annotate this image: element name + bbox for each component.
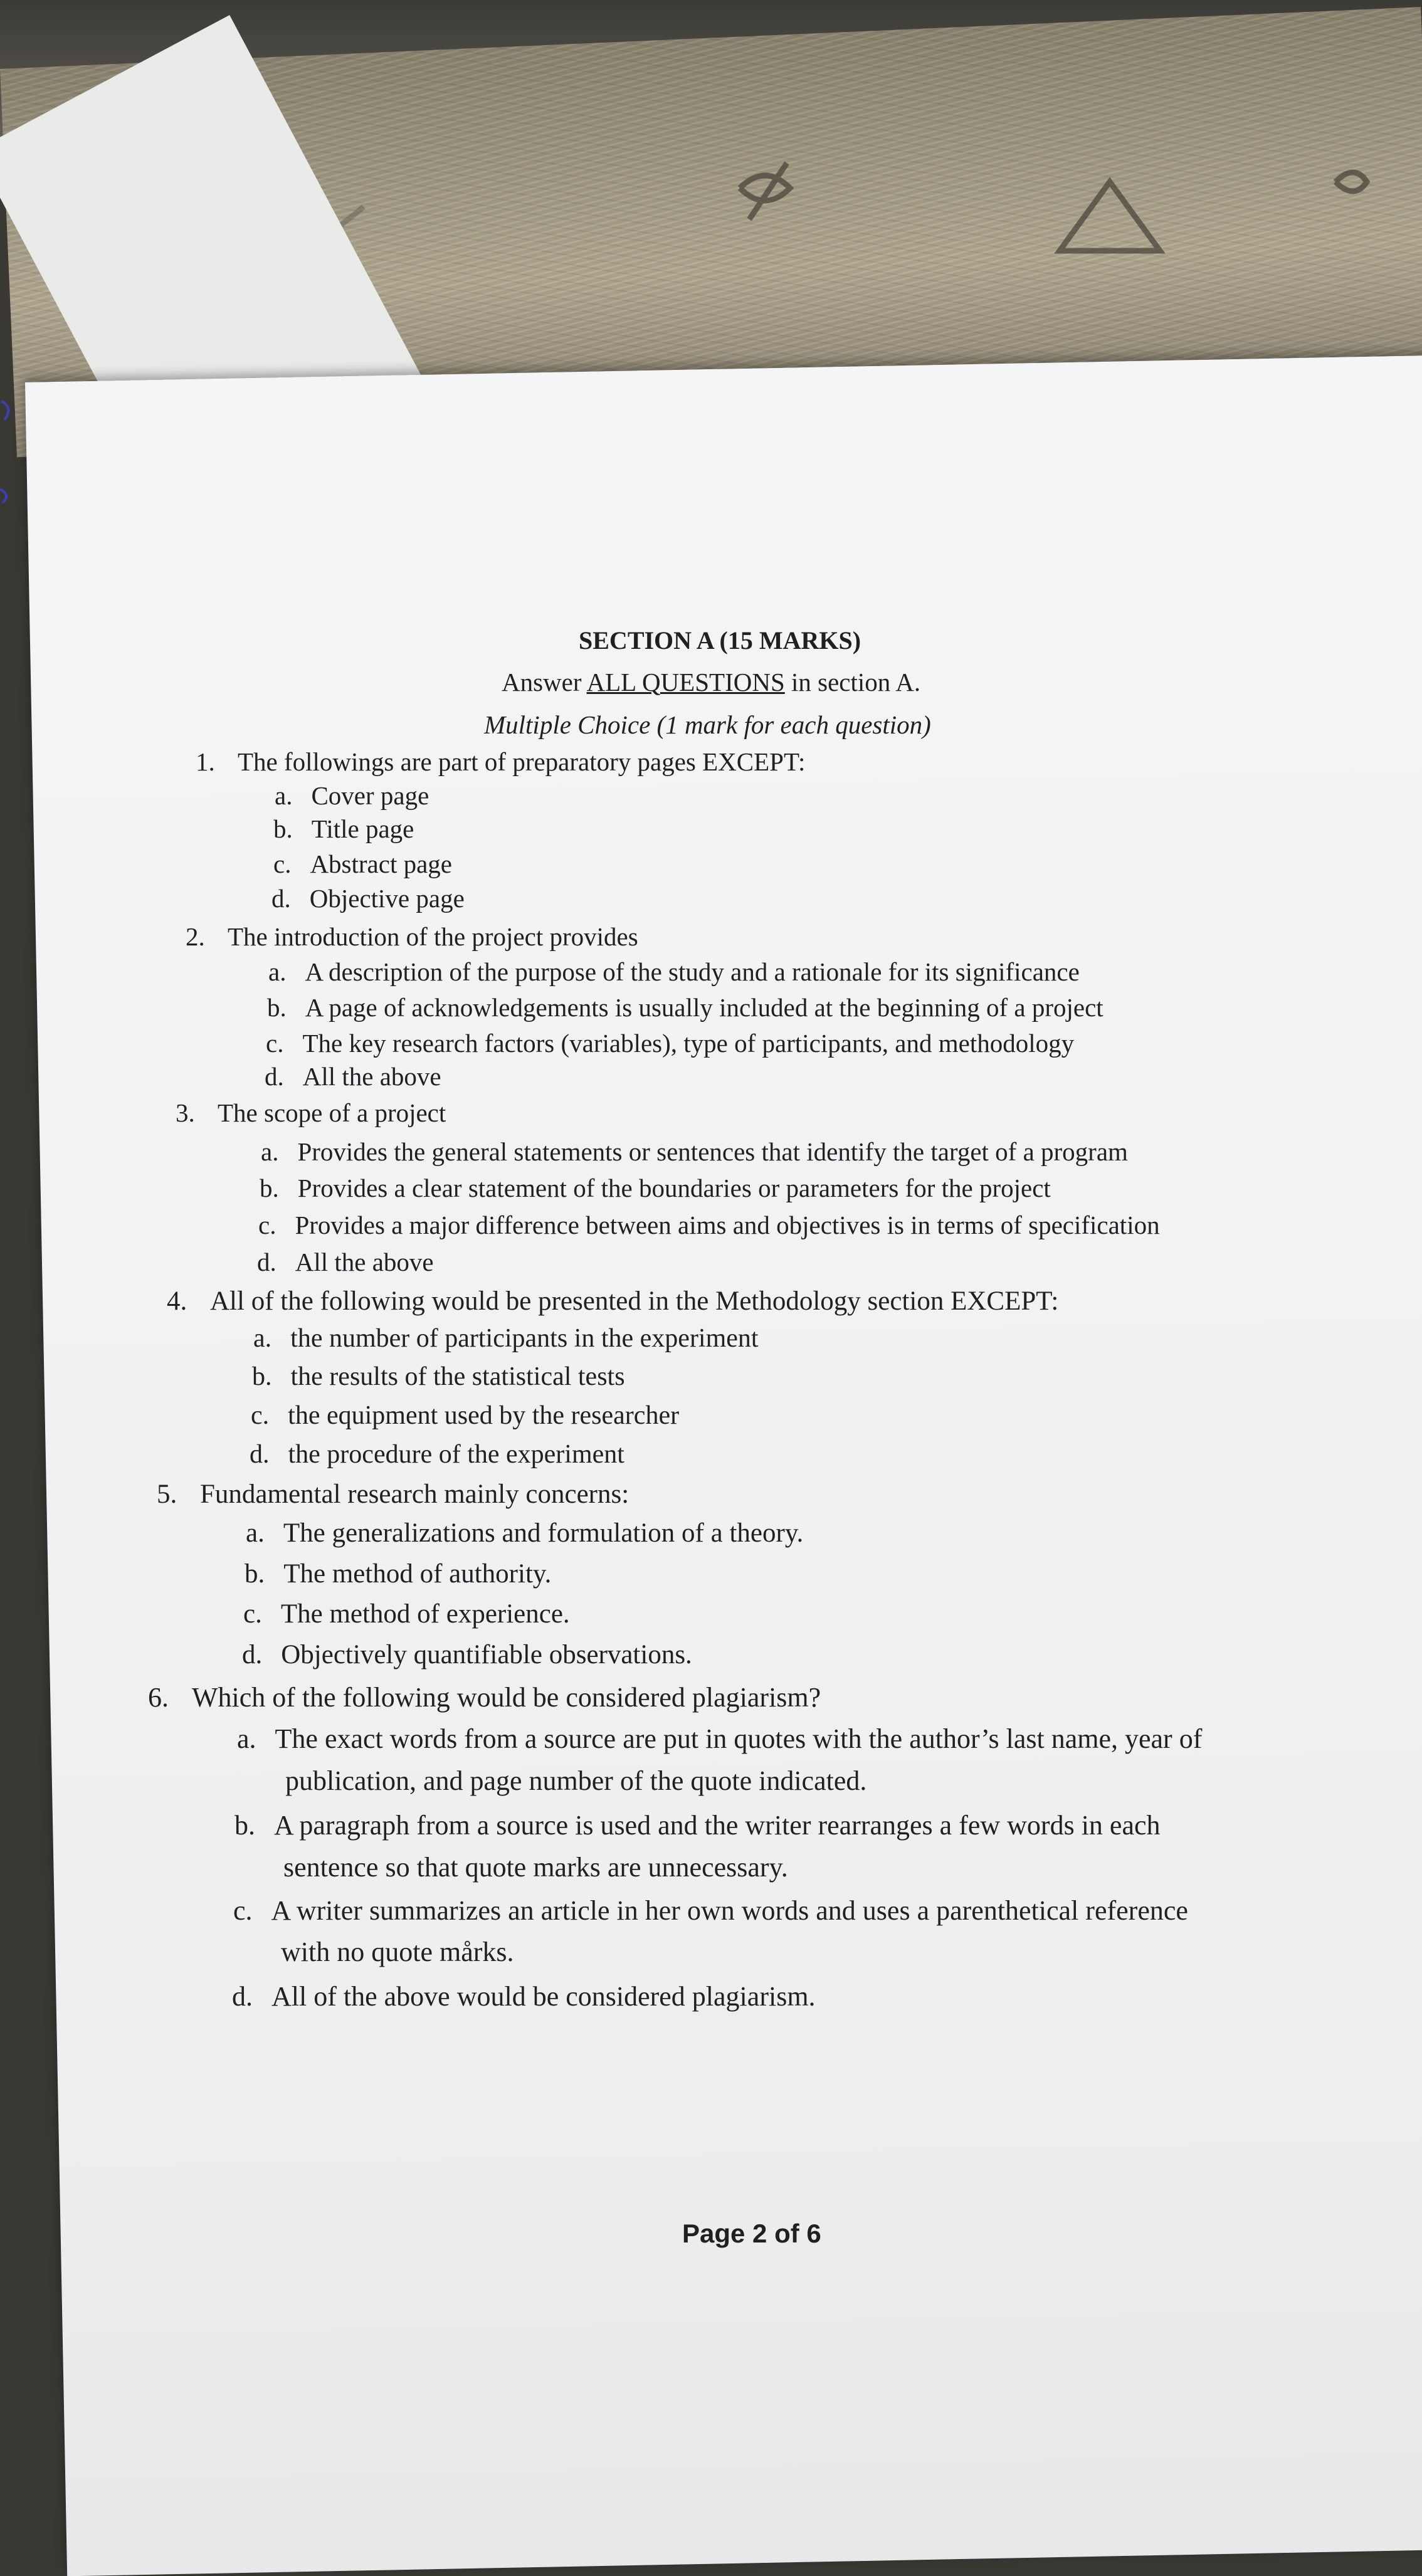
instruction-emphasis: ALL QUESTIONS <box>586 668 785 697</box>
option-letter: d. <box>257 1248 276 1276</box>
section-title: SECTION A (15 MARKS) <box>579 626 861 655</box>
option-1c <box>273 851 452 877</box>
question-1 <box>196 749 805 775</box>
option-text: the results of the statistical tests <box>290 1362 625 1391</box>
option-letter: c. <box>258 1211 276 1239</box>
option-letter: d. <box>250 1440 270 1469</box>
option-1b <box>273 816 414 842</box>
option-text: The exact words from a source are put in quotes with the author’s last name, year of <box>275 1723 1203 1754</box>
option-text: the number of participants in the experiment <box>290 1324 759 1353</box>
option-5b <box>245 1560 551 1587</box>
option-text: A writer summarizes an article in her own words and uses a parenthetical reference <box>271 1895 1188 1926</box>
option-letter: b. <box>273 814 293 843</box>
option-letter: a. <box>253 1324 272 1353</box>
option-text: All of the above would be considered plagiarism. <box>271 1981 816 2012</box>
question-number: 6. <box>148 1682 169 1713</box>
option-text: Objective page <box>309 884 465 913</box>
option-4b <box>252 1364 625 1390</box>
option-4d <box>250 1441 624 1468</box>
option-text: A page of acknowledgements is usually included at the beginning of a project <box>305 993 1103 1022</box>
option-text: All the above <box>302 1062 441 1091</box>
question-3 <box>176 1100 446 1126</box>
question-number: 1. <box>196 747 215 776</box>
question-2 <box>186 924 638 950</box>
option-text: Title page <box>311 814 414 843</box>
option-3c <box>258 1212 1160 1238</box>
question-6 <box>148 1684 821 1711</box>
option-letter: b. <box>245 1559 265 1589</box>
option-text: the equipment used by the researcher <box>288 1401 680 1430</box>
option-letter: c. <box>233 1895 253 1926</box>
option-text: the procedure of the experiment <box>288 1440 624 1469</box>
option-text: Cover page <box>311 781 429 810</box>
option-2b <box>267 995 1103 1021</box>
instruction-suffix: in section A. <box>791 668 921 697</box>
option-6d <box>232 1983 816 2011</box>
question-number: 4. <box>167 1286 187 1316</box>
option-letter: a. <box>275 781 293 810</box>
option-letter: a. <box>237 1723 256 1754</box>
option-letter: a. <box>261 1137 279 1166</box>
option-text: A paragraph from a source is used and the writer rearranges a few words in each <box>274 1810 1161 1841</box>
option-2c <box>266 1031 1074 1056</box>
option-4a <box>253 1325 759 1352</box>
option-6b-continued: sentence so that quote marks are unnecessary. <box>283 1852 788 1883</box>
instruction-prefix: Answer <box>502 668 582 697</box>
option-text: The method of experience. <box>280 1599 570 1629</box>
option-5a <box>246 1520 803 1547</box>
option-letter: c. <box>266 1029 284 1058</box>
option-text: The generalizations and formulation of a theory. <box>283 1518 804 1548</box>
option-text: Provides the general statements or sentences that identify the target of a program <box>297 1137 1128 1166</box>
option-2d <box>265 1064 441 1090</box>
option-letter: d. <box>265 1062 284 1091</box>
option-3b <box>260 1175 1051 1201</box>
question-text: Fundamental research mainly concerns: <box>200 1480 629 1509</box>
option-letter: d. <box>232 1981 253 2012</box>
option-letter: d. <box>271 884 291 913</box>
option-3d <box>257 1249 434 1275</box>
page-number: Page 2 of 6 <box>682 2219 821 2248</box>
option-text: Provides a major difference between aims and objectives is in terms of specification <box>295 1211 1160 1239</box>
option-3a <box>261 1139 1128 1165</box>
section-instruction <box>502 670 920 695</box>
question-number: 5. <box>157 1480 177 1509</box>
question-number: 3. <box>176 1098 195 1127</box>
option-6c-continued: with no quote mårks. <box>281 1937 514 1967</box>
option-letter: b. <box>267 993 287 1022</box>
option-text: A description of the purpose of the study and a rationale for its significance <box>305 957 1080 986</box>
option-2a <box>268 959 1080 985</box>
option-letter: b. <box>260 1174 279 1202</box>
option-6b <box>234 1812 1161 1839</box>
question-text: The scope of a project <box>218 1098 446 1127</box>
option-letter: c. <box>243 1599 262 1629</box>
option-text: Objectively quantifiable observations. <box>281 1640 692 1669</box>
option-letter: a. <box>268 957 287 986</box>
option-text: Provides a clear statement of the boundaries or parameters for the project <box>297 1174 1051 1202</box>
option-letter: c. <box>273 849 292 878</box>
option-text: The key research factors (variables), type of participants, and methodology <box>302 1029 1075 1058</box>
option-text: All the above <box>295 1248 434 1276</box>
option-letter: a. <box>246 1518 265 1548</box>
option-letter: b. <box>252 1362 272 1391</box>
option-5d <box>242 1641 692 1668</box>
option-6a <box>237 1725 1202 1753</box>
option-5c <box>243 1601 570 1627</box>
question-text: All of the following would be presented in the Methodology section EXCEPT: <box>210 1286 1059 1316</box>
option-1d <box>271 886 465 912</box>
question-text: The introduction of the project provides <box>228 922 638 951</box>
question-text: The followings are part of preparatory pages EXCEPT: <box>238 747 806 776</box>
question-text: Which of the following would be considered plagiarism? <box>192 1682 821 1713</box>
question-number: 2. <box>186 922 205 951</box>
option-text: Abstract page <box>310 849 452 878</box>
option-4c <box>251 1402 679 1429</box>
option-letter: d. <box>242 1640 263 1669</box>
option-letter: b. <box>234 1810 255 1841</box>
option-letter: c. <box>251 1401 270 1430</box>
section-subtitle: Multiple Choice (1 mark for each question) <box>484 710 931 739</box>
option-1a <box>275 783 429 809</box>
option-6c <box>233 1897 1188 1925</box>
option-6a-continued: publication, and page number of the quote indicated. <box>285 1765 867 1796</box>
option-text: The method of authority. <box>283 1559 552 1589</box>
question-5 <box>157 1481 629 1508</box>
question-4 <box>167 1288 1058 1315</box>
